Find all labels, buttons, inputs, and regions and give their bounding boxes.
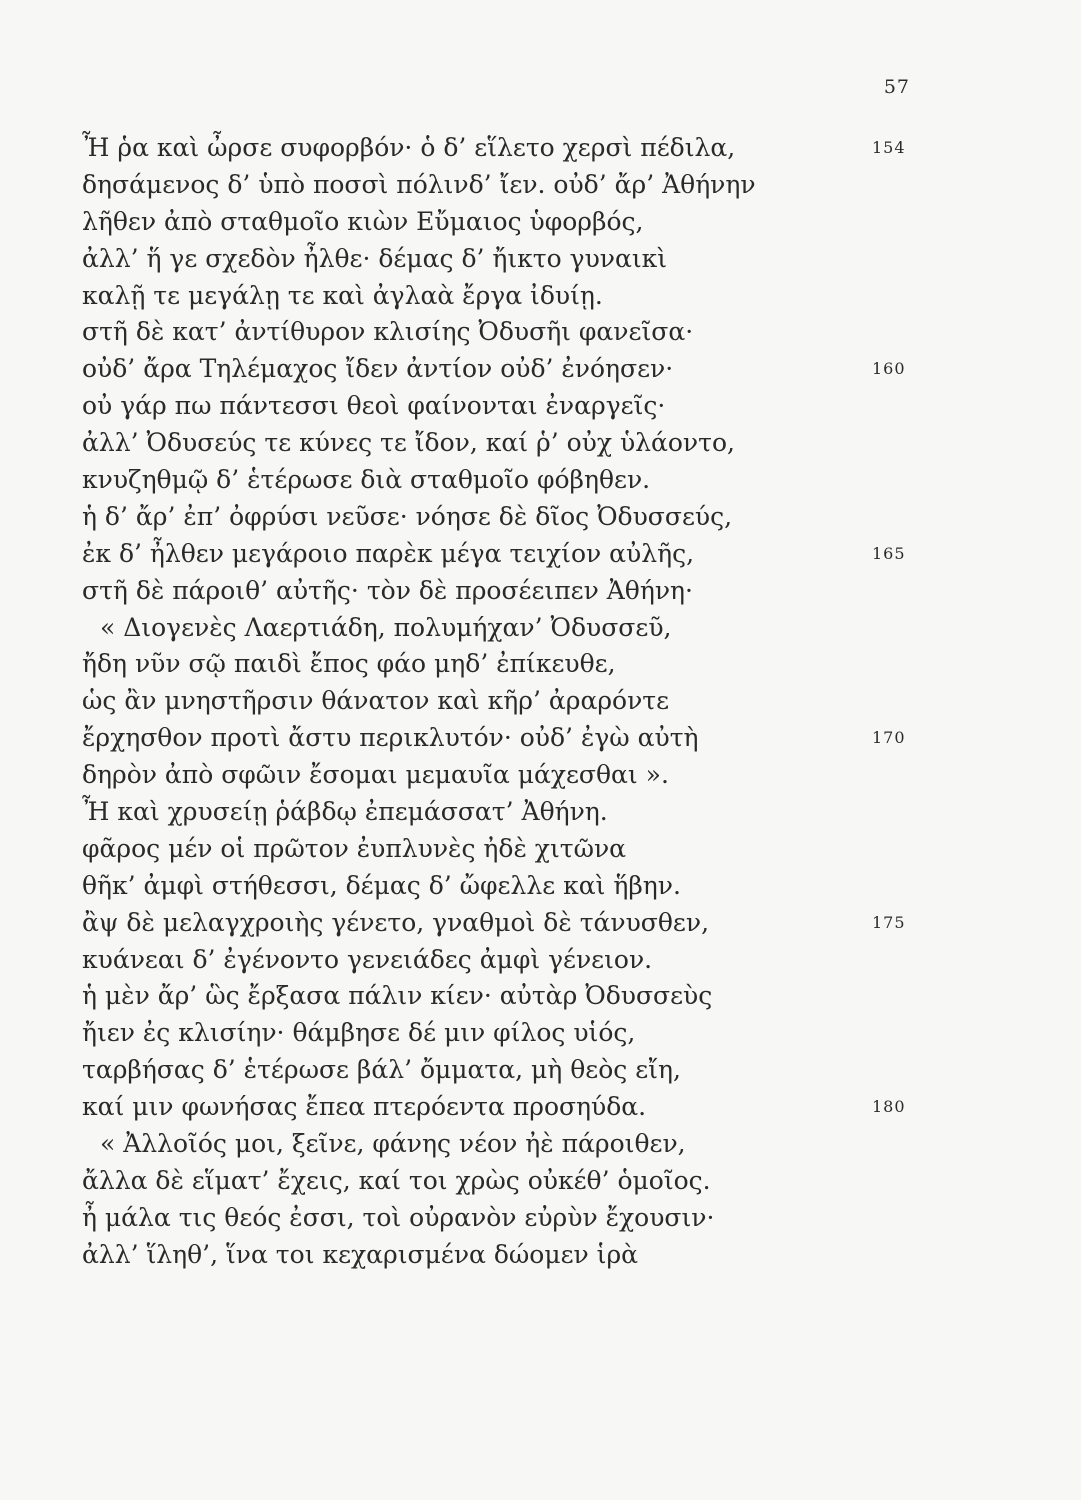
verse-line [82,351,1042,388]
verse-line [82,610,1042,647]
verse-line [82,720,1042,757]
verse-line [82,646,1042,683]
verse-line [82,905,1042,942]
verse-text: ἡ μὲν ἄρ’ ὣς ἔρξασα πάλιν κίεν· αὐτὰρ Ὀδυσσεὺς [82,981,713,1011]
verse-line [82,536,1042,573]
verse-block [82,130,1042,1274]
verse-line [82,573,1042,610]
verse-text: φᾶρος μέν οἱ πρῶτον ἐυπλυνὲς ἠδὲ χιτῶνα [82,833,627,863]
verse-text: « Ἀλλοῖός μοι, ξεῖνε, φάνης νέον ἠὲ πάροιθεν, [100,1129,686,1159]
line-number: 175 [872,912,906,932]
verse-text: ἀλλ’ Ὀδυσεύς τε κύνες τε ἴδον, καί ῥ’ οὐχ ὑλάοντο, [82,428,735,458]
verse-line [82,683,1042,720]
verse-text: λῆθεν ἀπὸ σταθμοῖο κιὼν Εὔμαιος ὑφορβός, [82,206,644,236]
verse-line [82,425,1042,462]
verse-line [82,1163,1042,1200]
line-number: 165 [872,543,906,563]
line-number: 160 [872,359,906,379]
verse-line [82,462,1042,499]
verse-text: Ἦ καὶ χρυσείῃ ῥάβδῳ ἐπεμάσσατ’ Ἀθήνη. [82,797,608,827]
verse-text: « Διογενὲς Λαερτιάδη, πολυμήχαν’ Ὀδυσσεῦ, [100,612,672,642]
verse-text: στῆ δὲ κατ’ ἀντίθυρον κλισίης Ὀδυσῆι φανεῖσα· [82,317,694,347]
verse-line [82,314,1042,351]
verse-text: ἄλλα δὲ εἵματ’ ἔχεις, καί τοι χρὼς οὐκέθ’ ὁμοῖος. [82,1165,711,1195]
verse-line [82,167,1042,204]
verse-text: ἔρχησθον προτὶ ἄστυ περικλυτόν· οὐδ’ ἐγὼ αὐτὴ [82,723,699,753]
verse-line [82,130,1042,167]
verse-text: ταρβήσας δ’ ἑτέρωσε βάλ’ ὄμματα, μὴ θεὸς εἴη, [82,1055,681,1085]
verse-text: Ἦ ῥα καὶ ὦρσε συφορβόν· ὁ δ’ εἵλετο χερσὶ πέδιλα, [82,133,736,162]
verse-text: ἡ δ’ ἄρ’ ἐπ’ ὀφρύσι νεῦσε· νόησε δὲ δῖος Ὀδυσσεύς, [82,501,733,531]
verse-text: στῆ δὲ πάροιθ’ αὐτῆς· τὸν δὲ προσέειπεν Ἀθήνη· [82,575,693,605]
line-number: 154 [872,138,906,157]
verse-line [82,1089,1042,1126]
verse-text: οὐ γάρ πω πάντεσσι θεοὶ φαίνονται ἐναργεῖς· [82,391,666,421]
verse-text: ἀλλ’ ἥ γε σχεδὸν ἦλθε· δέμας δ’ ἤικτο γυναικὶ [82,243,668,273]
verse-text: κνυζηθμῷ δ’ ἑτέρωσε διὰ σταθμοῖο φόβηθεν. [82,465,651,495]
verse-text: ἦ μάλα τις θεός ἐσσι, τοὶ οὐρανὸν εὐρὺν ἔχουσιν· [82,1202,715,1232]
verse-text: κυάνεαι δ’ ἐγένοντο γενειάδες ἀμφὶ γένειον. [82,944,653,974]
verse-text: ἀλλ’ ἵληθ’, ἵνα τοι κεχαρισμένα δώομεν ἱρὰ [82,1239,639,1269]
verse-line [82,1015,1042,1052]
verse-line [82,388,1042,425]
verse-line [82,278,1042,315]
verse-line [82,942,1042,979]
verse-text: ἤιεν ἐς κλισίην· θάμβησε δέ μιν φίλος υἱός, [82,1018,636,1048]
verse-line [82,241,1042,278]
line-number: 170 [872,728,906,748]
verse-line [82,868,1042,905]
line-number: 180 [872,1097,906,1117]
verse-line [82,1126,1042,1163]
verse-text: ἤδη νῦν σῷ παιδὶ ἔπος φάο μηδ’ ἐπίκευθε, [82,649,616,679]
verse-line [82,1200,1042,1237]
verse-text: καί μιν φωνήσας ἔπεα πτερόεντα προσηύδα. [82,1092,647,1122]
verse-text: ὡς ἂν μνηστῆρσιν θάνατον καὶ κῆρ’ ἀραρόντε [82,686,670,716]
verse-line [82,1052,1042,1089]
page-number: 57 [883,76,910,98]
verse-text: θῆκ’ ἀμφὶ στήθεσσι, δέμας δ’ ὤφελλε καὶ ἥβην. [82,870,681,900]
verse-line [82,499,1042,536]
verse-text: δησάμενος δ’ ὑπὸ ποσσὶ πόλινδ’ ἴεν. οὐδ’ ἄρ’ Ἀθήνην [82,169,756,199]
verse-line [82,794,1042,831]
verse-text: καλῇ τε μεγάλῃ τε καὶ ἀγλαὰ ἔργα ἰδυίῃ. [82,280,603,310]
verse-text: ἐκ δ’ ἦλθεν μεγάροιο παρὲκ μέγα τειχίον αὐλῆς, [82,538,695,568]
verse-line [82,757,1042,794]
verse-text: οὐδ’ ἄρα Τηλέμαχος ἴδεν ἀντίον οὐδ’ ἐνόησεν· [82,354,674,384]
verse-line [82,204,1042,241]
verse-text: δηρὸν ἀπὸ σφῶιν ἔσομαι μεμαυῖα μάχεσθαι ». [82,760,669,790]
verse-line [82,831,1042,868]
verse-line [82,1237,1042,1274]
verse-text: ἂψ δὲ μελαγχροιὴς γένετο, γναθμοὶ δὲ τάνυσθεν, [82,907,710,937]
verse-line [82,978,1042,1015]
